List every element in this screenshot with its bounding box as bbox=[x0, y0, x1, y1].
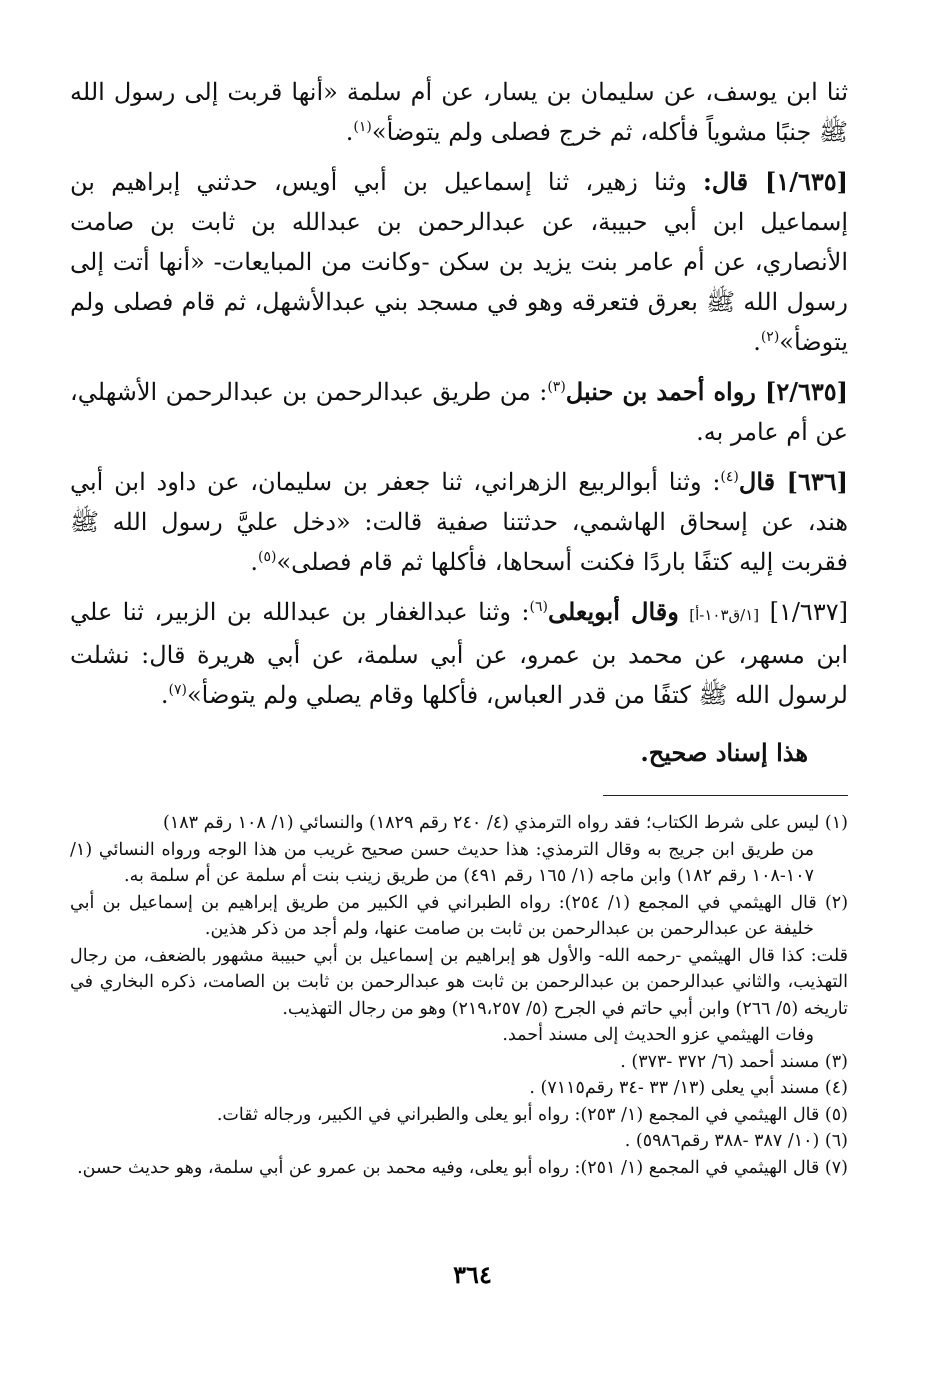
hadith-number: [١/٦٣٧] bbox=[769, 598, 848, 626]
footnote: (٧) قال الهيثمي في المجمع (١/ ٢٥١): رواه أبو يعلى، وفيه محمد بن عمرو عن أبي سلمة، وهو حديث حسن. bbox=[77, 1157, 848, 1178]
footnote-ref: (١) bbox=[353, 119, 372, 135]
page-number: ٣٦٤ bbox=[453, 1260, 492, 1289]
hadith-text: : من طريق عبدالرحمن بن عبدالرحمن الأشهلي، عن أم عامر به. bbox=[70, 378, 848, 446]
paragraph: [١/٦٣٧] [١/ق١٠٣-أ] وقال أبويعلى$^{(٦)}$: وثنا عبدالغفار بن عبدالله بن الزبير، ثنا علي ابن مسهر، عن محمد بن عمرو، عن أبي سلمة، عن أبي هريرة قال: نشلت لرسول الله ﷺ كتفًا من قدر العباس، فأكلها وقام يصلي ولم يتوضأ»$^{(٧)}$. bbox=[70, 597, 848, 709]
paragraph: [١/٦٣٥] قال: وثنا زهير، ثنا إسماعيل بن أبي أويس، حدثني إبراهيم بن إسماعيل ابن أبي حبيبة، عن عبدالرحمن بن عبدالله بن ثابت بن صامت الأنصاري، عن أم عامر بنت يزيد بن سكن -وكانت من المبايعات- «أنها أتت إلى رسول الله ﷺ بعرق فتعرقه وهو في مسجد بني عبدالأشهل، ثم قام فصلى ولم يتوضأ»$^{(٢)}$. bbox=[70, 167, 849, 356]
hadith-text: وثنا زهير، ثنا إسماعيل بن أبي أويس، حدثني إبراهيم بن إسماعيل ابن أبي حبيبة، عن عبدالرحمن بن عبدالله بن ثابت بن صامت الأنصاري، عن أم عامر بنت يزيد بن سكن -وكانت من المبايعات- «أنها أتت إلى رسول الله ﷺ بعرق فتعرقه وهو في مسجد بني عبدالأشهل، ثم قام فصلى ولم يتوضأ» bbox=[70, 168, 848, 356]
main-text bbox=[70, 72, 848, 773]
hadith-number: [٢/٦٣٥] رواه أحمد بن حنبل bbox=[565, 377, 849, 406]
footnote-continuation: وفات الهيثمي عزو الحديث إلى مسند أحمد. bbox=[502, 1025, 814, 1045]
paragraph bbox=[70, 372, 848, 452]
footnote: (٥) قال الهيثمي في المجمع (١/ ٢٥٣): رواه أبو يعلى والطبراني في الكبير، ورجاله ثقات. bbox=[216, 1104, 848, 1125]
footnote-ref: (٧) bbox=[168, 682, 187, 698]
page-content bbox=[70, 72, 848, 1181]
footnote-ref: (٦) bbox=[529, 599, 548, 615]
footnotes bbox=[70, 810, 848, 1181]
hadith-text: : وثنا أبوالربيع الزهراني، ثنا جعفر بن سليمان، عن داود ابن أبي هند، عن إسحاق الهاشمي، حدثتنا صفية قالت: «دخل عليَّ رسول الله ﷺ فقربت إليه كتفًا باردًا فكنت أسحاها، فأكلها ثم قام فصلى» bbox=[70, 468, 848, 576]
footnote-ref: (٤) bbox=[720, 469, 739, 485]
footnote-ref: (٥) bbox=[258, 549, 277, 565]
hadith-number: [١/٦٣٥] قال: bbox=[702, 167, 849, 196]
hadith-text: : وثنا عبدالغفار بن عبدالله بن الزبير، ثنا علي ابن مسهر، عن محمد بن عمرو، عن أبي سلمة، عن أبي هريرة قال: نشلت لرسول الله ﷺ كتفًا من قدر العباس، فأكلها وقام يصلي ولم يتوضأ» bbox=[70, 598, 848, 709]
footnote-ref: (٣) bbox=[547, 379, 566, 395]
manuscript-ref: [١/ق١٠٣-أ] bbox=[689, 606, 760, 624]
footnote: (٣) مسند أحمد (٦/ ٣٧٢ -٣٧٣) . bbox=[620, 1051, 848, 1072]
footnote-ref: (٢) bbox=[760, 329, 780, 345]
hadith-number: [٦٣٦] قال bbox=[738, 467, 848, 496]
hadith-text: ثنا ابن يوسف، عن سليمان بن يسار، عن أم سلمة «أنها قربت إلى رسول الله ﷺ جنبًا مشوياً فأكله، ثم خرج فصلى ولم يتوضأ» bbox=[70, 78, 848, 146]
paragraph: [٦٣٦] قال$^{(٤)}$: وثنا أبوالربيع الزهراني، ثنا جعفر بن سليمان، عن داود ابن أبي هند، عن إسحاق الهاشمي، حدثتنا صفية قالت: «دخل عليَّ رسول الله ﷺ فقربت إليه كتفًا باردًا فكنت أسحاها، فأكلها ثم قام فصلى»$^{(٥)}$. bbox=[70, 467, 848, 576]
footnote-continuation: قلت: كذا قال الهيثمي -رحمه الله- والأول هو إبراهيم بن إسماعيل بن أبي حبيبة مشهور بالضعف، من رجال التهذيب، والثاني عبدالرحمن بن عبدالرحمن بن ثابت هو عبدالرحمن بن ثابت بن الصامت، ذكره البخاري في تاريخه (٥/ ٢٦٦) وابن أبي حاتم في الجرح (٥/ ٢١٩،٢٥٧) وهو من رجال التهذيب. bbox=[70, 945, 848, 1019]
grading-statement: هذا إسناد صحيح. bbox=[640, 738, 808, 767]
footnote: (١) ليس على شرط الكتاب؛ فقد رواه الترمذي (٤/ ٢٤٠ رقم ١٨٢٩) والنسائي (١/ ١٠٨ رقم ١٨٣) bbox=[163, 813, 848, 833]
footnote: (٤) مسند أبي يعلى (١٣/ ٣٣ -٣٤ رقم٧١١٥) . bbox=[529, 1078, 848, 1098]
paragraph: ثنا ابن يوسف، عن سليمان بن يسار، عن أم سلمة «أنها قربت إلى رسول الله ﷺ جنبًا مشوياً فأكله، ثم خرج فصلى ولم يتوضأ»$^{(١)}$. bbox=[70, 78, 848, 146]
footnote-continuation: من طريق ابن جريج به وقال الترمذي: هذا حديث حسن صحيح غريب من هذا الوجه ورواه النسائي (١/ ١٠٧-١٠٨ رقم ١٨٢) وابن ماجه (١/ ١٦٥ رقم ٤٩١) من طريق زينب بنت أم سلمة عن أم سلمة به. bbox=[70, 839, 814, 886]
narrator-name: وقال أبويعلى bbox=[547, 597, 679, 626]
footnote: (٦) (١٠/ ٣٨٧ -٣٨٨ رقم٥٩٨٦) . bbox=[624, 1131, 848, 1151]
footnote-divider bbox=[603, 795, 848, 796]
footnote: (٢) قال الهيثمي في المجمع (١/ ٢٥٤): رواه الطبراني في الكبير من طريق إبراهيم بن إسماعيل بن أبي خليفة عن عبدالرحمن بن عبدالرحمن بن ثابت بن صامت عنها، ولم أجد من ذكر هذين. bbox=[70, 892, 849, 939]
